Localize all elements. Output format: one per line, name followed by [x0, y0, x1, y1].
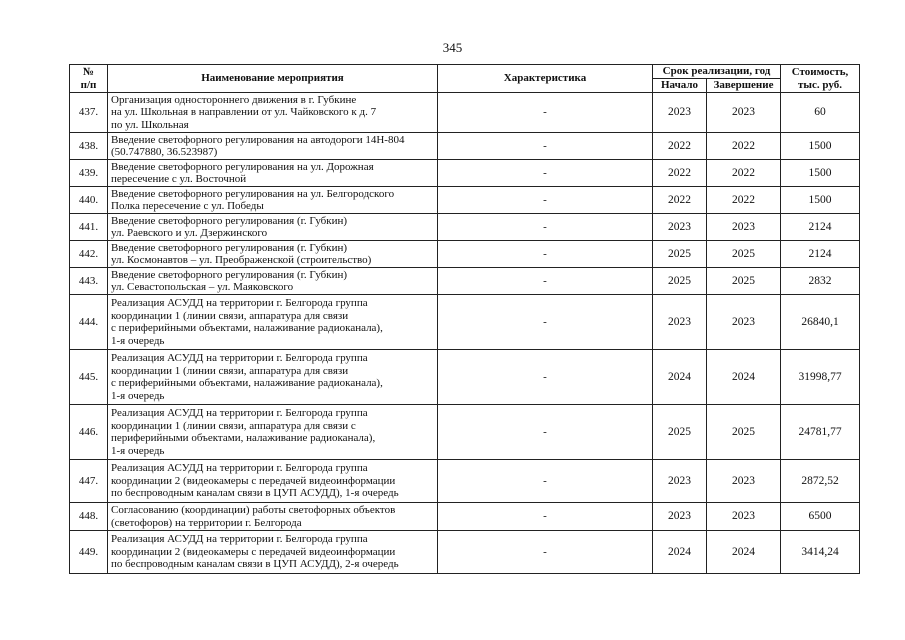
table-row: [70, 295, 860, 350]
row-name-line: по ул. Школьная: [111, 118, 189, 131]
header-row-1: [70, 65, 860, 79]
row-name-line: Введение светофорного регулирования (г. Губкин): [111, 268, 348, 281]
row-end-year: 2025: [707, 268, 781, 295]
row-number: 443.: [70, 268, 108, 295]
row-cost: 26840,1: [781, 295, 860, 350]
row-name-line: Введение светофорного регулирования (г. Губкин): [111, 214, 348, 227]
table-row: [70, 160, 860, 187]
row-number: 449.: [70, 531, 108, 574]
header-start: Начало: [653, 79, 707, 93]
row-cost: 1500: [781, 187, 860, 214]
row-start-year: 2024: [653, 350, 707, 405]
row-name-line: на ул. Школьная в направлении от ул. Чайковского к д. 7: [111, 106, 377, 119]
row-cost: 60: [781, 93, 860, 133]
row-cost: 31998,77: [781, 350, 860, 405]
row-end-year: 2023: [707, 503, 781, 531]
row-name-line: Введение светофорного регулирования (г. Губкин): [111, 241, 348, 254]
row-characteristic: -: [438, 241, 653, 268]
row-name-line: ул. Севастопольская – ул. Маяковского: [111, 281, 294, 293]
row-name: [108, 460, 438, 503]
row-name-line: пересечение с ул. Восточной: [111, 173, 247, 185]
row-number: 446.: [70, 405, 108, 460]
row-name: [108, 405, 438, 460]
row-start-year: 2023: [653, 295, 707, 350]
row-characteristic: -: [438, 503, 653, 531]
row-characteristic: -: [438, 350, 653, 405]
row-name-line: координации 2 (видеокамеры с передачей видеоинформации: [111, 545, 396, 558]
row-end-year: 2022: [707, 160, 781, 187]
row-start-year: 2025: [653, 241, 707, 268]
row-end-year: 2023: [707, 460, 781, 503]
table-row: [70, 133, 860, 160]
row-end-year: 2023: [707, 93, 781, 133]
row-name-line: Реализация АСУДД на территории г. Белгорода группа: [111, 533, 368, 546]
row-cost: 2124: [781, 241, 860, 268]
row-number: 445.: [70, 350, 108, 405]
row-name-line: Реализация АСУДД на территории г. Белгорода группа: [111, 352, 368, 364]
row-name-line: ул. Космонавтов – ул. Преображенской (строительство): [111, 254, 372, 266]
row-name: [108, 350, 438, 405]
row-name-line: Введение светофорного регулирования на ул. Дорожная: [111, 160, 374, 173]
row-number: 441.: [70, 214, 108, 241]
row-name: [108, 187, 438, 214]
row-end-year: 2024: [707, 350, 781, 405]
header-end: Завершение: [707, 79, 781, 93]
row-name: [108, 214, 438, 241]
row-number: 437.: [70, 93, 108, 133]
header-name: Наименование мероприятия: [108, 65, 438, 93]
row-characteristic: -: [438, 460, 653, 503]
row-end-year: 2022: [707, 187, 781, 214]
row-number: 442.: [70, 241, 108, 268]
row-name: [108, 531, 438, 574]
row-name-line: координации 1 (линии связи, аппаратура для связи с: [111, 419, 356, 432]
table-row: [70, 241, 860, 268]
header-num-line2: п/п: [80, 78, 97, 91]
row-start-year: 2023: [653, 93, 707, 133]
row-number: 448.: [70, 503, 108, 531]
row-end-year: 2025: [707, 405, 781, 460]
header-period: Срок реализации, год: [653, 65, 781, 79]
table-body: [70, 93, 860, 574]
row-cost: 1500: [781, 133, 860, 160]
row-name-line: Введение светофорного регулирования на автодороги 14Н-804: [111, 133, 405, 146]
table-row: [70, 187, 860, 214]
row-number: 439.: [70, 160, 108, 187]
table-row: [70, 460, 860, 503]
row-number: 447.: [70, 460, 108, 503]
row-name-line: координации 1 (линии связи, аппаратура для связи: [111, 364, 349, 377]
row-name-line: координации 1 (линии связи, аппаратура для связи: [111, 309, 349, 322]
row-start-year: 2023: [653, 460, 707, 503]
row-name-line: по беспроводным каналам связи в ЦУП АСУДД), 2-я очередь: [111, 558, 399, 571]
header-num: [70, 65, 108, 93]
row-start-year: 2024: [653, 531, 707, 574]
row-end-year: 2025: [707, 241, 781, 268]
row-name: [108, 93, 438, 133]
row-start-year: 2025: [653, 268, 707, 295]
header-characteristic: Характеристика: [438, 65, 653, 93]
row-characteristic: -: [438, 93, 653, 133]
row-name: [108, 241, 438, 268]
row-characteristic: -: [438, 133, 653, 160]
row-start-year: 2022: [653, 133, 707, 160]
row-cost: 24781,77: [781, 405, 860, 460]
row-name-line: Организация одностороннего движения в г. Губкине: [111, 93, 357, 106]
row-cost: 6500: [781, 503, 860, 531]
page-number: 345: [442, 40, 463, 55]
row-end-year: 2023: [707, 295, 781, 350]
row-name-line: по беспроводным каналам связи в ЦУП АСУДД), 1-я очередь: [111, 487, 399, 500]
row-characteristic: -: [438, 268, 653, 295]
row-name: [108, 160, 438, 187]
row-cost: 3414,24: [781, 531, 860, 574]
row-name-line: 1-я очередь: [111, 444, 165, 457]
header-cost-line2: тыс. руб.: [798, 78, 842, 91]
table-row: [70, 503, 860, 531]
row-name-line: Реализация АСУДД на территории г. Белгорода группа: [111, 297, 368, 309]
header-cost: [781, 65, 860, 93]
row-cost: 1500: [781, 160, 860, 187]
row-start-year: 2025: [653, 405, 707, 460]
table-row: [70, 531, 860, 574]
table-row: [70, 214, 860, 241]
row-name-line: (50.747880, 36.523987): [111, 146, 218, 158]
row-start-year: 2022: [653, 187, 707, 214]
row-name-line: 1-я очередь: [111, 389, 165, 402]
row-characteristic: -: [438, 531, 653, 574]
table-row: [70, 405, 860, 460]
header-num-line1: №: [82, 66, 95, 78]
row-name: [108, 295, 438, 350]
row-end-year: 2022: [707, 133, 781, 160]
row-number: 444.: [70, 295, 108, 350]
row-number: 440.: [70, 187, 108, 214]
row-name-line: Реализация АСУДД на территории г. Белгорода группа: [111, 407, 368, 419]
row-name: [108, 133, 438, 160]
row-name-line: Введение светофорного регулирования на ул. Белгородского: [111, 187, 395, 200]
table-row: [70, 93, 860, 133]
row-end-year: 2023: [707, 214, 781, 241]
row-name-line: периферийными объектами, налаживание радиоканала),: [111, 432, 376, 444]
row-end-year: 2024: [707, 531, 781, 574]
row-cost: 2124: [781, 214, 860, 241]
row-name-line: 1-я очередь: [111, 334, 165, 347]
table-row: [70, 350, 860, 405]
row-name: [108, 268, 438, 295]
row-name-line: с периферийными объектами, налаживание радиоканала),: [111, 377, 383, 389]
row-characteristic: -: [438, 295, 653, 350]
row-characteristic: -: [438, 405, 653, 460]
table-row: [70, 268, 860, 295]
row-characteristic: -: [438, 214, 653, 241]
row-name-line: Согласованию (координации) работы светофорных объектов: [111, 504, 396, 516]
row-start-year: 2022: [653, 160, 707, 187]
row-name-line: ул. Раевского и ул. Дзержинского: [111, 227, 268, 239]
header-cost-line1: Стоимость,: [791, 66, 849, 78]
row-name-line: (светофоров) на территории г. Белгорода: [111, 516, 302, 529]
row-name-line: Реализация АСУДД на территории г. Белгорода группа: [111, 462, 368, 475]
row-number: 438.: [70, 133, 108, 160]
row-name-line: координации 2 (видеокамеры с передачей видеоинформации: [111, 474, 396, 487]
row-name: [108, 503, 438, 531]
row-name-line: Полка пересечение с ул. Победы: [111, 200, 264, 212]
row-start-year: 2023: [653, 214, 707, 241]
row-name-line: с периферийными объектами, налаживание радиоканала),: [111, 322, 383, 334]
row-characteristic: -: [438, 160, 653, 187]
row-cost: 2832: [781, 268, 860, 295]
measures-table: [69, 64, 860, 574]
row-start-year: 2023: [653, 503, 707, 531]
row-cost: 2872,52: [781, 460, 860, 503]
row-characteristic: -: [438, 187, 653, 214]
